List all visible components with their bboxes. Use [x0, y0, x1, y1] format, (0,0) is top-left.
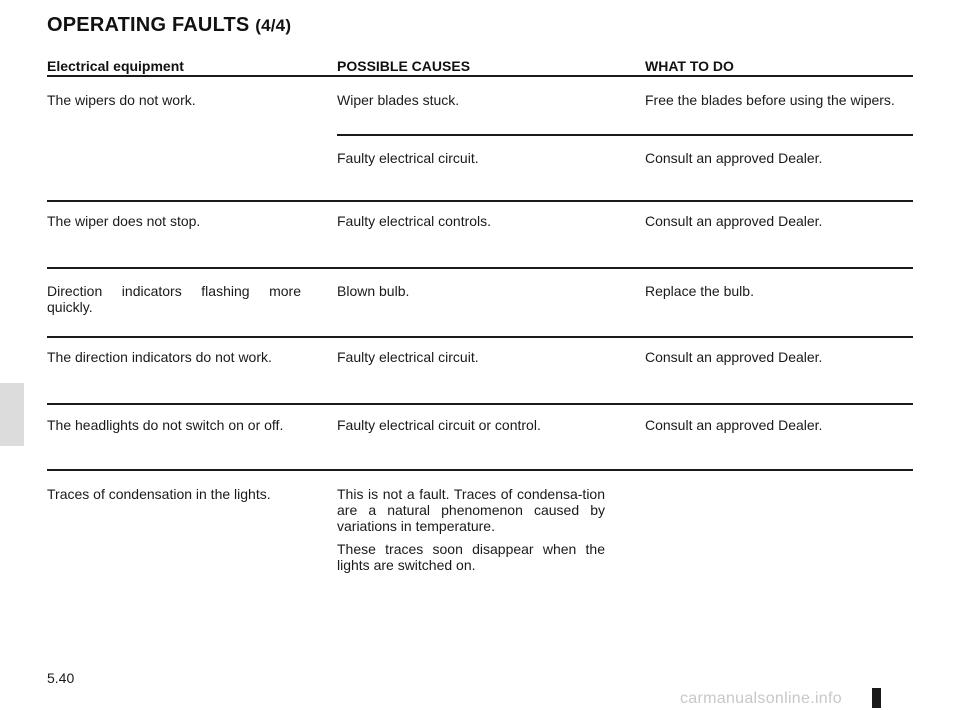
equipment-cell: The wiper does not stop. [47, 213, 201, 229]
action-cell: Free the blades before using the wipers. [645, 92, 895, 108]
action-cell: Consult an approved Dealer. [645, 349, 823, 365]
equipment-cell: Traces of condensation in the lights. [47, 486, 271, 502]
row-divider [337, 134, 913, 136]
action-cell: Consult an approved Dealer. [645, 213, 823, 229]
equipment-cell: The direction indicators do not work. [47, 349, 272, 365]
cause-cell: Faulty electrical circuit or control. [337, 417, 541, 433]
equipment-cell: The headlights do not switch on or off. [47, 417, 284, 433]
section-tab [0, 383, 24, 446]
page-title [47, 14, 291, 37]
corner-mark [872, 688, 881, 708]
cause-paragraph: These traces soon disappear when the lights are switched on. [337, 541, 605, 573]
cause-cell [337, 486, 605, 573]
cause-cell: Faulty electrical circuit. [337, 349, 479, 365]
page-title-part: (4/4) [255, 16, 292, 35]
row-divider [47, 469, 913, 471]
row-divider [47, 336, 913, 338]
action-cell: Consult an approved Dealer. [645, 417, 823, 433]
cause-cell: Faulty electrical circuit. [337, 150, 479, 166]
page-number: 5.40 [47, 670, 75, 686]
cause-paragraph: This is not a fault. Traces of condensa-tion are a natural phenomenon caused by variations in temperature. [337, 486, 605, 534]
equipment-cell: The wipers do not work. [47, 92, 196, 108]
row-divider [47, 403, 913, 405]
column-header-equipment: Electrical equipment [47, 58, 184, 74]
watermark: carmanualsonline.info [680, 690, 842, 707]
equipment-cell: Direction indicators flashing more quickly. [47, 283, 301, 315]
row-divider [47, 267, 913, 269]
column-header-action: WHAT TO DO [645, 58, 734, 74]
cause-cell: Blown bulb. [337, 283, 410, 299]
cause-cell: Faulty electrical controls. [337, 213, 492, 229]
header-rule [47, 75, 913, 77]
row-divider [47, 200, 913, 202]
page-title-main: OPERATING FAULTS [47, 14, 250, 36]
action-cell: Consult an approved Dealer. [645, 150, 823, 166]
cause-cell: Wiper blades stuck. [337, 92, 460, 108]
column-header-causes: POSSIBLE CAUSES [337, 58, 471, 74]
action-cell: Replace the bulb. [645, 283, 754, 299]
